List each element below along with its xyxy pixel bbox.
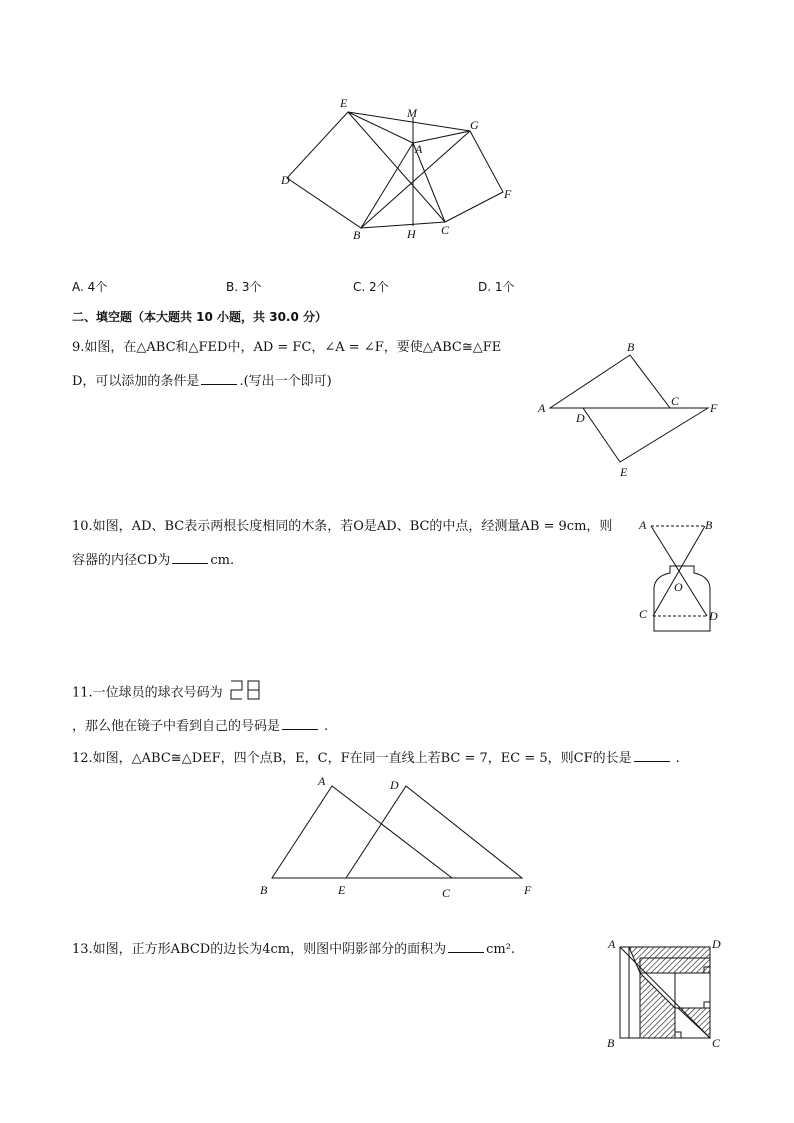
- choice-b-text: 3个: [241, 280, 262, 294]
- q10-answer-blank[interactable]: [172, 551, 208, 564]
- q10-label-B: B: [705, 518, 713, 532]
- jersey-number-box: [229, 678, 263, 708]
- q9-label-C: C: [671, 394, 680, 408]
- figure-q9: [535, 338, 725, 483]
- q13-line1b: cm².: [486, 942, 516, 957]
- q9-line1: 9.如图，在△ABC和△FED中，AD = FC，∠A = ∠F，要使△ABC≅△FE: [72, 340, 502, 355]
- q12-label-F: F: [524, 883, 532, 897]
- q9-label-D: D: [576, 411, 585, 425]
- q13-label-C: C: [712, 1036, 721, 1050]
- q12-label-D: D: [390, 778, 399, 792]
- label-G: G: [470, 118, 479, 132]
- q9-line2a: D，可以添加的条件是: [72, 374, 200, 389]
- figure-q13: [600, 932, 730, 1052]
- q11-line1-text: 11.一位球员的球衣号码为: [72, 685, 223, 701]
- figure-q8: [270, 90, 530, 250]
- q12-label-B: B: [260, 883, 268, 897]
- choice-c-key: C.: [353, 280, 366, 294]
- q10-line1: 10.如图，AD、BC表示两根长度相同的木条，若O是AD、BC的中点，经测量AB = 9cm，则: [72, 519, 613, 534]
- q10-line2a: 容器的内径CD为: [72, 553, 171, 568]
- choice-d: [478, 278, 515, 296]
- q11-line1: [72, 678, 263, 708]
- jersey-digits-icon: [229, 678, 263, 702]
- q13-answer-blank[interactable]: [448, 940, 484, 953]
- choice-c: [353, 278, 389, 296]
- q9-label-E: E: [620, 465, 628, 479]
- q9-answer-blank[interactable]: [201, 372, 237, 385]
- choice-a: [72, 278, 107, 296]
- label-A: A: [415, 142, 423, 156]
- q10-label-O: O: [674, 580, 683, 594]
- label-B: B: [353, 228, 361, 242]
- label-E: E: [340, 96, 348, 110]
- q12-line1: [72, 749, 680, 768]
- choice-a-key: A.: [72, 280, 84, 294]
- q13-label-A: A: [608, 937, 616, 951]
- q12-label-A: A: [318, 774, 326, 788]
- label-M: M: [407, 106, 417, 120]
- q11-line2: [72, 717, 328, 736]
- q10-line2: [72, 551, 234, 570]
- q9-line2: [72, 372, 332, 391]
- label-C: C: [441, 223, 450, 237]
- choice-d-key: D.: [478, 280, 492, 294]
- q12-line1b: .: [675, 751, 680, 766]
- q9-line2b: .(写出一个即可): [239, 374, 332, 389]
- q13-line1a: 13.如图，正方形ABCD的边长为4cm，则图中阴影部分的面积为: [72, 942, 447, 957]
- q12-line1a: 12.如图，△ABC≅△DEF，四个点B，E，C，F在同一直线上若BC = 7，EC = 5，则CF的长是: [72, 751, 632, 766]
- q11-answer-blank[interactable]: [282, 717, 318, 730]
- q9-label-A: A: [538, 401, 546, 415]
- q10-label-C: C: [639, 607, 648, 621]
- figure-q12: [255, 772, 540, 902]
- choice-a-text: 4个: [87, 280, 108, 294]
- q9-label-F: F: [710, 401, 718, 415]
- choice-c-text: 2个: [369, 280, 389, 294]
- q12-answer-blank[interactable]: [634, 749, 670, 762]
- q13-line1: [72, 940, 515, 959]
- q10-label-D: D: [709, 609, 718, 623]
- label-H: H: [407, 227, 416, 241]
- choice-b: [226, 278, 262, 296]
- q9-label-B: B: [627, 340, 635, 354]
- q12-label-C: C: [442, 886, 451, 900]
- q10-label-A: A: [639, 518, 647, 532]
- section-title: 二、填空题（本大题共 10 小题，共 30.0 分）: [72, 310, 328, 324]
- label-F: F: [504, 187, 512, 201]
- figure-q10: [632, 512, 732, 637]
- label-D: D: [281, 173, 290, 187]
- q13-label-B: B: [607, 1036, 615, 1050]
- q13-label-D: D: [712, 937, 721, 951]
- choice-b-key: B.: [226, 280, 239, 294]
- q10-line2b: cm.: [210, 553, 235, 568]
- choice-d-text: 1个: [494, 280, 515, 294]
- q12-label-E: E: [338, 883, 346, 897]
- q11-line2b: .: [324, 719, 329, 734]
- q11-line2a: ，那么他在镜子中看到自己的号码是: [72, 719, 281, 734]
